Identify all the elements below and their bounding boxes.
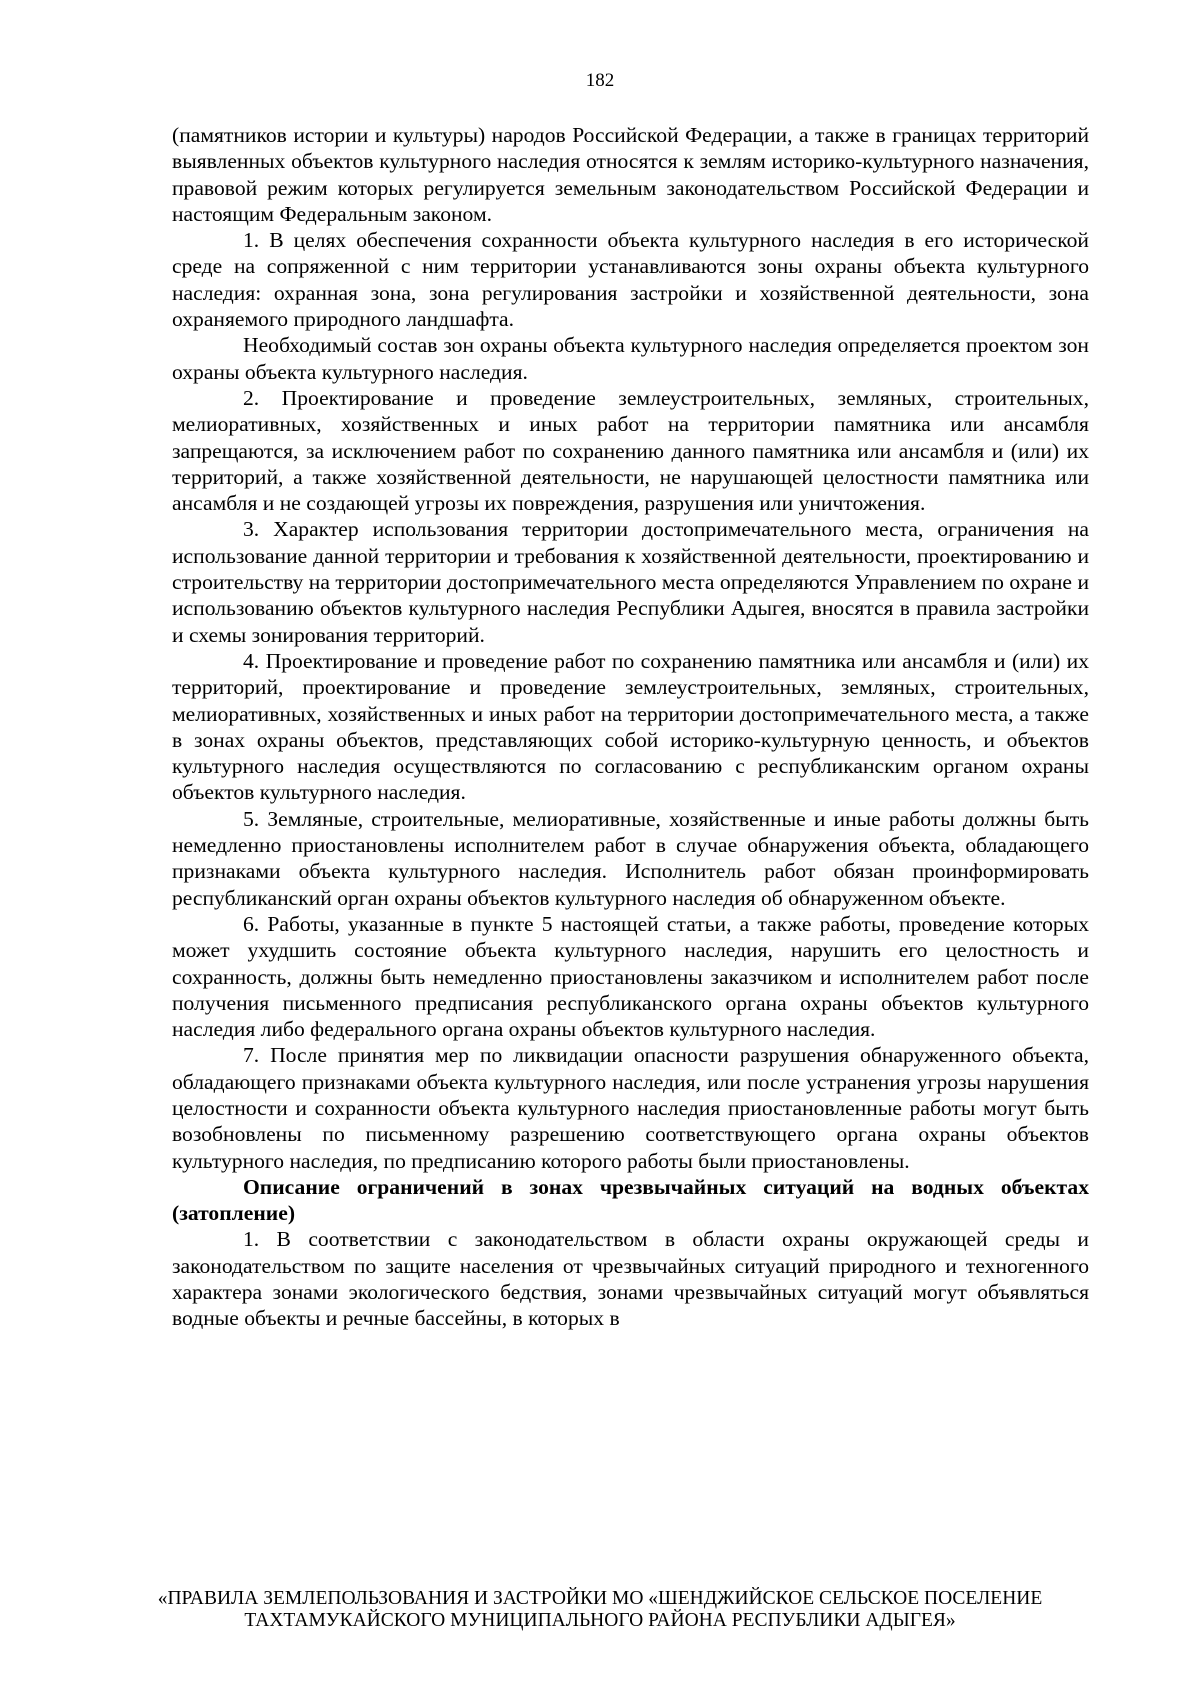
paragraph-item-3: 3. Характер использования территории достопримечательного места, ограничения на использование данной территории и требования к хозяйственной деятельности, проектированию и строительству на территории достопримечательного места определяются Управлением по охране и использованию объектов культурного наследия Республики Адыгея, вносятся в правила застройки и схемы зонирования территорий. (172, 517, 1089, 647)
page-footer (100, 1588, 1100, 1632)
paragraph-item-7: 7. После принятия мер по ликвидации опасности разрушения обнаруженного объекта, обладающего признаками объекта культурного наследия, или после устранения угрозы нарушения целостности и сохранности объекта культурного наследия приостановленные работы могут быть возобновлены по письменному разрешению соответствующего органа охраны объектов культурного наследия, по предписанию которого работы были приостановлены. (172, 1043, 1089, 1173)
paragraph-zones-composition: Необходимый состав зон охраны объекта культурного наследия определяется проектом зон охраны объекта культурного наследия. (172, 333, 1089, 384)
paragraph-item-4: 4. Проектирование и проведение работ по сохранению памятника или ансамбля и (или) их территорий, проектирование и проведение землеустроительных, земляных, строительных, мелиоративных, хозяйственных и иных работ на территории достопримечательного места, а также в зонах охраны объектов, представляющих собой историко-культурную ценность, и объектов культурного наследия осуществляются по согласованию с республиканским органом охраны объектов культурного наследия. (172, 648, 1089, 805)
footer-line-1: «ПРАВИЛА ЗЕМЛЕПОЛЬЗОВАНИЯ И ЗАСТРОЙКИ МО «ШЕНДЖИЙСКОЕ СЕЛЬСКОЕ ПОСЕЛЕНИЕ (157, 1588, 1043, 1609)
footer-line-2: ТАХТАМУКАЙСКОГО МУНИЦИПАЛЬНОГО РАЙОНА РЕСПУБЛИКИ АДЫГЕЯ» (244, 1610, 956, 1631)
page-number: 182 (585, 70, 615, 91)
paragraph-item-2: 2. Проектирование и проведение землеустроительных, земляных, строительных, мелиоративных, хозяйственных и иных работ на территории памятника или ансамбля запрещаются, за исключением работ по сохранению данного памятника или ансамбля и (или) их территорий, а также хозяйственной деятельности, не нарушающей целостности памятника или ансамбля и не создающей угрозы их повреждения, разрушения или уничтожения. (172, 385, 1089, 516)
section-heading: Описание ограничений в зонах чрезвычайных ситуаций на водных объектах (затопление) (172, 1174, 1089, 1226)
paragraph-item-1: 1. В целях обеспечения сохранности объекта культурного наследия в его исторической среде на сопряженной с ним территории устанавливаются зоны охраны объекта культурного наследия: охранная зона, зона регулирования застройки и хозяйственной деятельности, зона охраняемого природного ландшафта. (172, 228, 1089, 332)
document-body (172, 122, 1089, 1332)
paragraph-item-5: 5. Земляные, строительные, мелиоративные, хозяйственные и иные работы должны быть немедленно приостановлены исполнителем работ в случае обнаружения объекта, обладающего признаками объекта культурного наследия. Исполнитель работ обязан проинформировать республиканский орган охраны объектов культурного наследия об обнаруженном объекте. (172, 806, 1089, 910)
paragraph-continuation: (памятников истории и культуры) народов Российской Федерации, а также в границах территорий выявленных объектов культурного наследия относятся к землям историко-культурного назначения, правовой режим которых регулируется земельным законодательством Российской Федерации и настоящим Федеральным законом. (172, 123, 1089, 226)
paragraph-item-6: 6. Работы, указанные в пункте 5 настоящей статьи, а также работы, проведение которых может ухудшить состояние объекта культурного наследия, нарушить его целостность и сохранность, должны быть немедленно приостановлены заказчиком и исполнителем работ после получения письменного предписания республиканского органа охраны объектов культурного наследия либо федерального органа охраны объектов культурного наследия. (172, 911, 1089, 1042)
paragraph-emergency-item-1: 1. В соответствии с законодательством в области охраны окружающей среды и законодательством по защите населения от чрезвычайных ситуаций природного и техногенного характера зонами экологического бедствия, зонами чрезвычайных ситуаций могут объявляться водные объекты и речные бассейны, в которых в (172, 1227, 1089, 1331)
